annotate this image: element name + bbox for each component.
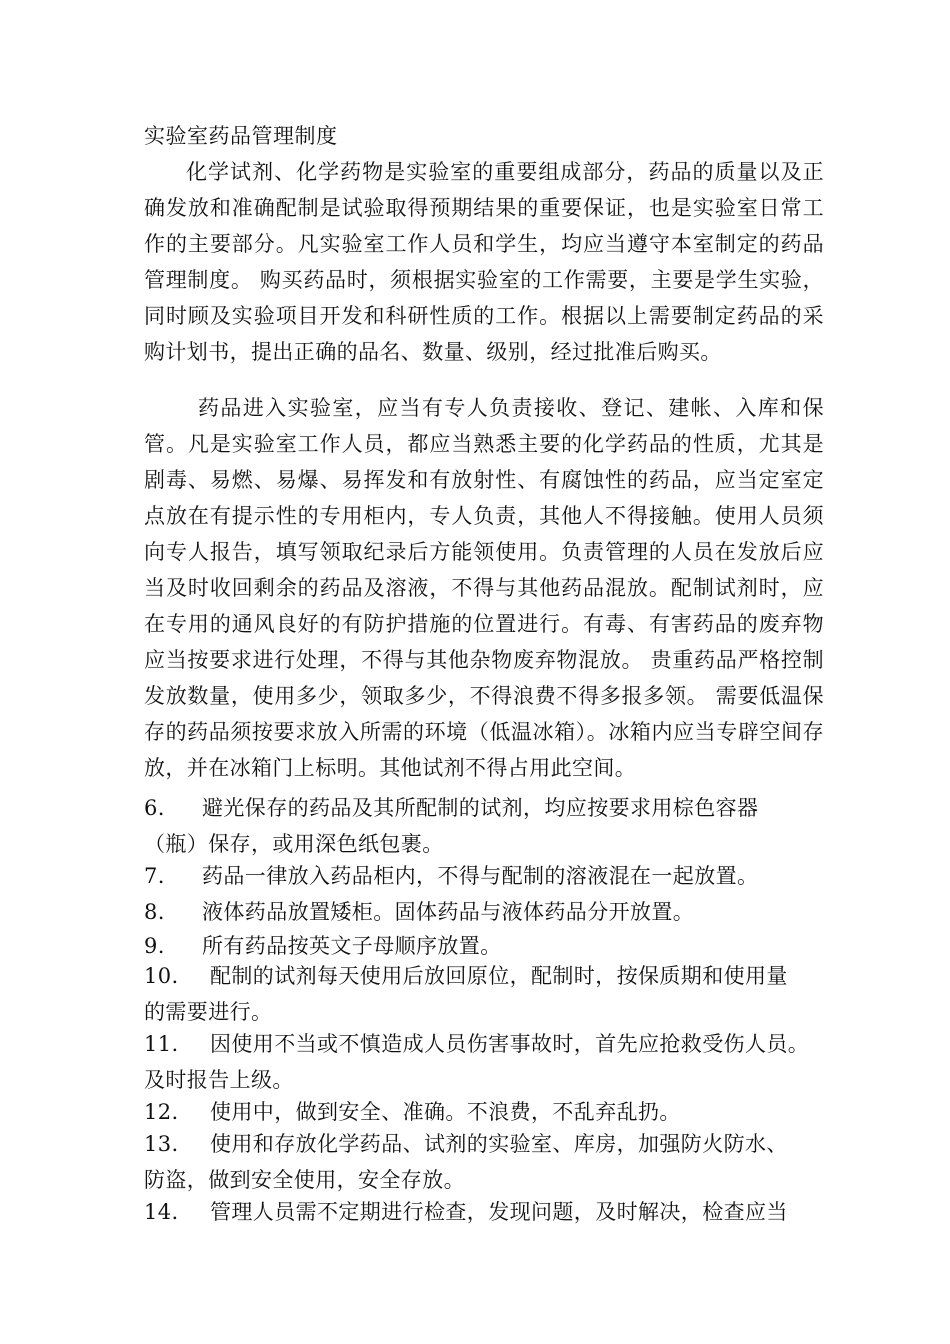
item-text: 药品一律放入药品柜内，不得与配制的溶液混在一起放置。 [202, 864, 759, 888]
list-item [144, 858, 824, 894]
list-item [144, 1094, 824, 1130]
item-continuation: （瓶）保存，或用深色纸包裹。 [144, 832, 444, 856]
item-number: 14. [144, 1200, 179, 1224]
item-continuation: 防盗，做到安全使用，安全存放。 [144, 1168, 465, 1192]
item-text: 避光保存的药品及其所配制的试剂，均应按要求用棕色容器 [202, 796, 759, 820]
item-text: 因使用不当或不慎造成人员伤害事故时，首先应抢救受伤人员。 [210, 1032, 810, 1056]
item-number: 12. [144, 1100, 179, 1124]
item-text: 液体药品放置矮柜。固体药品与液体药品分开放置。 [202, 900, 695, 924]
list-item [144, 1194, 824, 1230]
list-item [144, 958, 824, 1030]
item-number: 6. [144, 796, 165, 820]
list-item [144, 790, 824, 862]
item-number: 9. [144, 934, 165, 958]
item-number: 11. [144, 1032, 179, 1056]
item-number: 13. [144, 1132, 179, 1156]
list-item [144, 1026, 824, 1098]
list-item [144, 894, 824, 930]
item-continuation: 的需要进行。 [144, 1000, 273, 1024]
item-text: 管理人员需不定期进行检查，发现问题，及时解决，检查应当 [210, 1200, 788, 1224]
paragraph-procurement: 化学试剂、化学药物是实验室的重要组成部分，药品的质量以及正确发放和准确配制是试验取得预期结果的重要保证，也是实验室日常工作的主要部分。凡实验室工作人员和学生，均应当遵守本室制定的药品管理制度。 购买药品时，须根据实验室的工作需要，主要是学生实验，同时顾及实验项目开发和科研性质的工作。根据以上需要制定药品的采购计划书，提出正确的品名、数量、级别，经过批准后购买。 [144, 160, 824, 364]
item-number: 7. [144, 864, 165, 888]
item-text: 使用中，做到安全、准确。不浪费，不乱弃乱扔。 [210, 1100, 681, 1124]
item-continuation: 及时报告上级。 [144, 1068, 294, 1092]
item-text: 所有药品按英文子母顺序放置。 [202, 934, 502, 958]
item-text: 使用和存放化学药品、试剂的实验室、库房，加强防火防水、 [210, 1132, 788, 1156]
item-text: 配制的试剂每天使用后放回原位，配制时，按保质期和使用量 [210, 964, 788, 988]
paragraph-storage: 药品进入实验室，应当有专人负责接收、登记、建帐、入库和保管。凡是实验室工作人员，都应当熟悉主要的化学药品的性质，尤其是剧毒、易燃、易爆、易挥发和有放射性、有腐蚀性的药品，应当定室定点放在有提示性的专用柜内，专人负责，其他人不得接触。使用人员须向专人报告，填写领取纪录后方能领使用。负责管理的人员在发放后应当及时收回剩余的药品及溶液，不得与其他药品混放。配制试剂时，应在专用的通风良好的有防护措施的位置进行。有毒、有害药品的废弃物应当按要求进行处理，不得与其他杂物废弃物混放。 贵重药品严格控制发放数量，使用多少，领取多少，不得浪费不得多报多领。 需要低温保存的药品须按要求放入所需的环境（低温冰箱）。冰箱内应当专辟空间存放，并在冰箱门上标明。其他试剂不得占用此空间。 [144, 396, 824, 780]
item-number: 8. [144, 900, 165, 924]
item-number: 10. [144, 964, 179, 988]
list-item [144, 1126, 824, 1198]
document-title: 实验室药品管理制度 [144, 124, 338, 148]
